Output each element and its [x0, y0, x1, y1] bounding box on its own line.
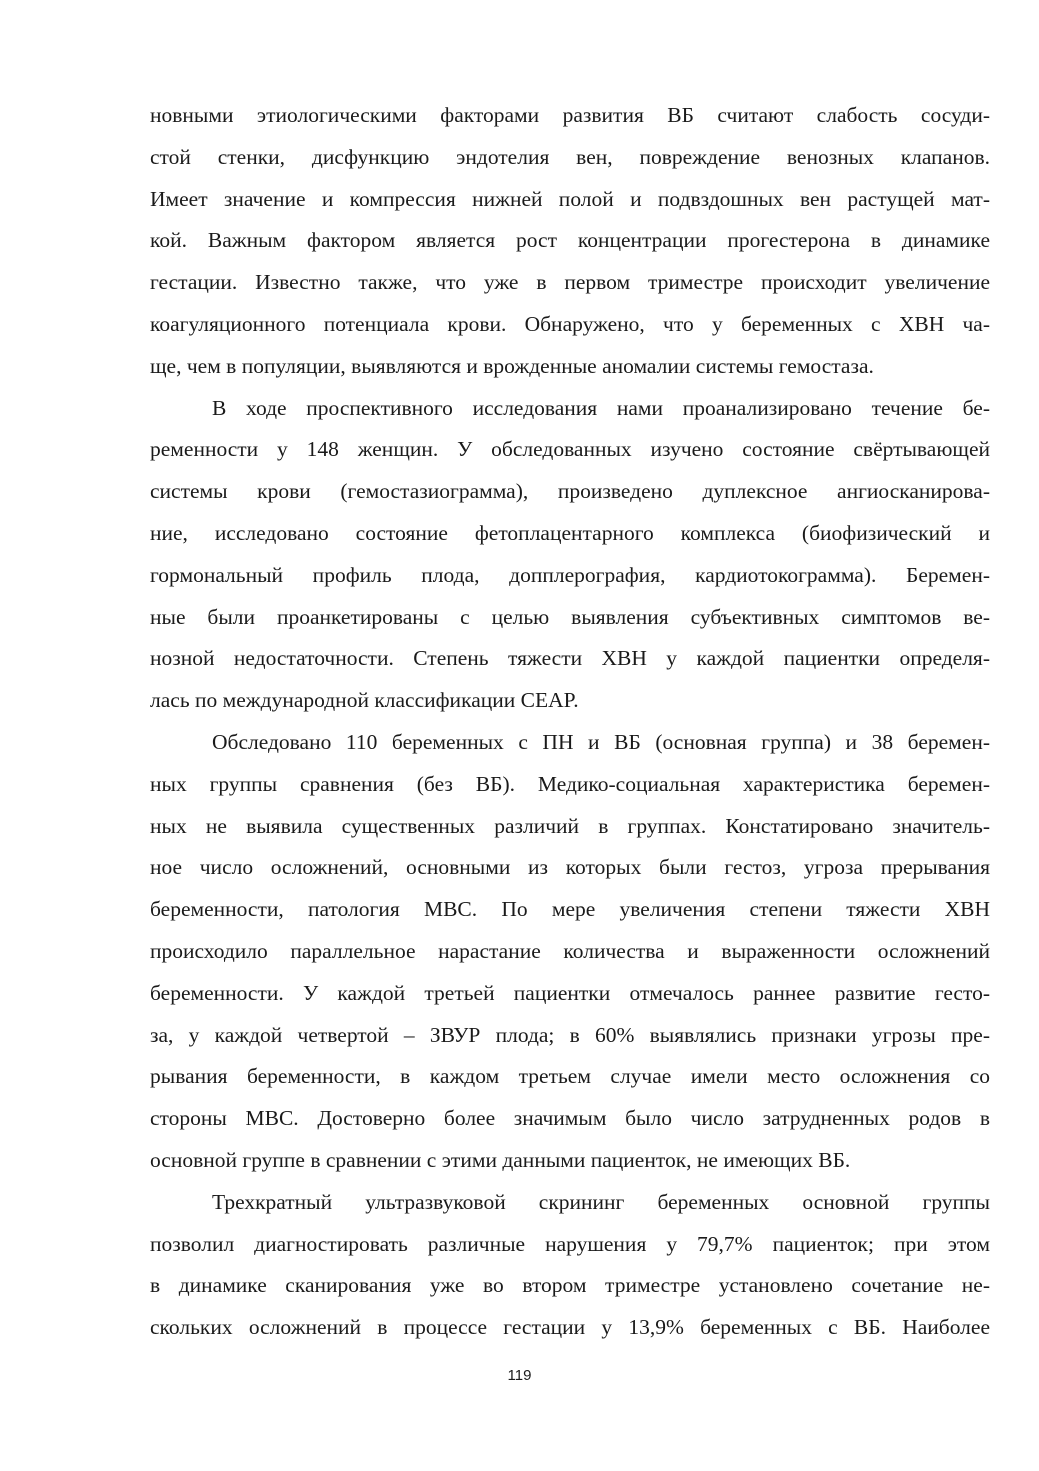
text-line: ременности у 148 женщин. У обследованных изучено состояние свёртывающей: [150, 437, 990, 462]
text-line: гормональный профиль плода, допплерография, кардиотокограмма). Беремен-: [150, 562, 990, 587]
text-line: Имеет значение и компрессия нижней полой и подвздошных вен растущей мат-: [150, 186, 990, 211]
text-line: позволил диагностировать различные нарушения у 79,7% пациенток; при этом: [150, 1231, 990, 1256]
text-line: нозной недостаточности. Степень тяжести ХВН у каждой пациентки определя-: [150, 646, 990, 671]
text-line: за, у каждой четвертой – ЗВУР плода; в 60% выявлялись признаки угрозы пре-: [150, 1022, 990, 1047]
text-line: ных не выявила существенных различий в группах. Констатировано значитель-: [150, 813, 990, 838]
text-line: лась по международной классификации CEAP.: [150, 688, 579, 713]
text-line: системы крови (гемостазиограмма), произведено дуплексное ангиосканирова-: [150, 479, 990, 504]
text-line: происходило параллельное нарастание количества и выраженности осложнений: [150, 938, 990, 963]
text-line: в динамике сканирования уже во втором триместре установлено сочетание не-: [150, 1273, 990, 1298]
text-line: основной группе в сравнении с этими данными пациенток, не имеющих ВБ.: [150, 1147, 851, 1172]
text-line: коагуляционного потенциала крови. Обнаружено, что у беременных с ХВН ча-: [150, 311, 990, 336]
text-line: ще, чем в популяции, выявляются и врожденные аномалии системы гемостаза.: [150, 353, 874, 378]
text-line: ние, исследовано состояние фетоплацентарного комплекса (биофизический и: [150, 520, 990, 545]
text-line: В ходе проспективного исследования нами проанализировано течение бе-: [212, 395, 990, 420]
text-line: кой. Важным фактором является рост концентрации прогестерона в динамике: [150, 228, 990, 253]
text-line: беременности. У каждой третьей пациентки отмечалось раннее развитие гесто-: [150, 980, 990, 1005]
text-line: гестации. Известно также, что уже в первом триместре происходит увеличение: [150, 270, 990, 295]
text-line: ное число осложнений, основными из которых были гестоз, угроза прерывания: [150, 855, 990, 880]
text-line: Обследовано 110 беременных с ПН и ВБ (основная группа) и 38 беремен-: [212, 729, 990, 754]
text-line: Трехкратный ультразвуковой скрининг беременных основной группы: [212, 1189, 990, 1214]
body-text: [150, 95, 990, 1349]
text-line: стороны МВС. Достоверно более значимым было число затрудненных родов в: [150, 1106, 990, 1131]
text-line: рывания беременности, в каждом третьем случае имели место осложнения со: [150, 1064, 990, 1089]
text-line: ные были проанкетированы с целью выявления субъективных симптомов ве-: [150, 604, 990, 629]
text-line: скольких осложнений в процессе гестации у 13,9% беременных с ВБ. Наиболее: [150, 1315, 990, 1340]
text-line: беременности, патология МВС. По мере увеличения степени тяжести ХВН: [150, 897, 990, 922]
text-line: новными этиологическими факторами развития ВБ считают слабость сосуди-: [150, 103, 990, 127]
page-number: 119: [507, 1367, 532, 1384]
text-line: ных группы сравнения (без ВБ). Медико-социальная характеристика беремен-: [150, 771, 990, 796]
text-line: стой стенки, дисфункцию эндотелия вен, повреждение венозных клапанов.: [150, 144, 990, 169]
